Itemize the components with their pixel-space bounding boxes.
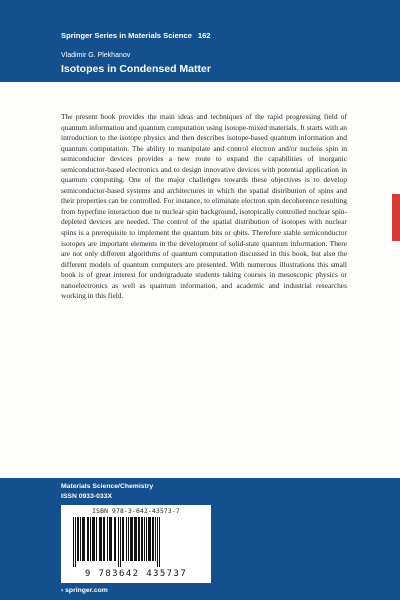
barcode-digits: 9 783642 435737: [84, 569, 188, 579]
author-name: Vladimir G. Plekhanov: [61, 52, 131, 59]
cover-header-band: [0, 0, 400, 82]
issn-number: ISSN 0933-033X: [61, 493, 113, 500]
cover-footer-band: [0, 478, 400, 600]
isbn-number: ISBN 978-3-642-43573-7: [92, 508, 180, 515]
back-cover-blurb: The present book provides the main ideas and techniques of the rapid progressing field of quantum information and quantum computation using isotope-mixed materials. It starts with an introduction to the isotope physics and then describes isotope-based quantum information and quantum computation. The ability to manipulate and control electron and/or nucleus spin in semiconductor devices provides a new route to expand the capabilities of inorganic semiconductor-based electronics and to design innovative devices with potential application in quantum computing. One of the major challenges towards these objectives is to develop semiconductor-based systems and architectures in which the spatial distribution of spins and their properties can be controlled. For instance, to eliminate electron spin decoherence resulting from hyperfine interaction due to nuclear spin background, isotopically controlled nuclear spin-depleted devices are needed. The control of the spatial distribution of isotopes with nuclear spins is a prerequisite to implement the quantum bits or qbits. Therefore stable semiconductor isotopes are important elements in the development of solid-state quantum information. There are not only different algorithms of quantum computation discussed in this book, but also the different models of quantum computers are presented. With numerous illustrations this small book is of great interest for undergraduate students taking courses in mesoscopic physics or nanoelectronics as well as quantum information, and academic and industrial researches working in this field.: [61, 112, 347, 301]
subject-category: Materials Science/Chemistry: [61, 483, 154, 490]
barcode-icon: [71, 517, 207, 567]
series-number: 162: [197, 31, 211, 40]
edge-accent-tab: [392, 194, 400, 241]
series-title: [61, 31, 211, 40]
book-title: Isotopes in Condensed Matter: [61, 63, 211, 75]
publisher-website: › springer.com: [61, 587, 108, 594]
series-name: Springer Series in Materials Science: [61, 31, 192, 40]
barcode-panel: [61, 505, 211, 583]
